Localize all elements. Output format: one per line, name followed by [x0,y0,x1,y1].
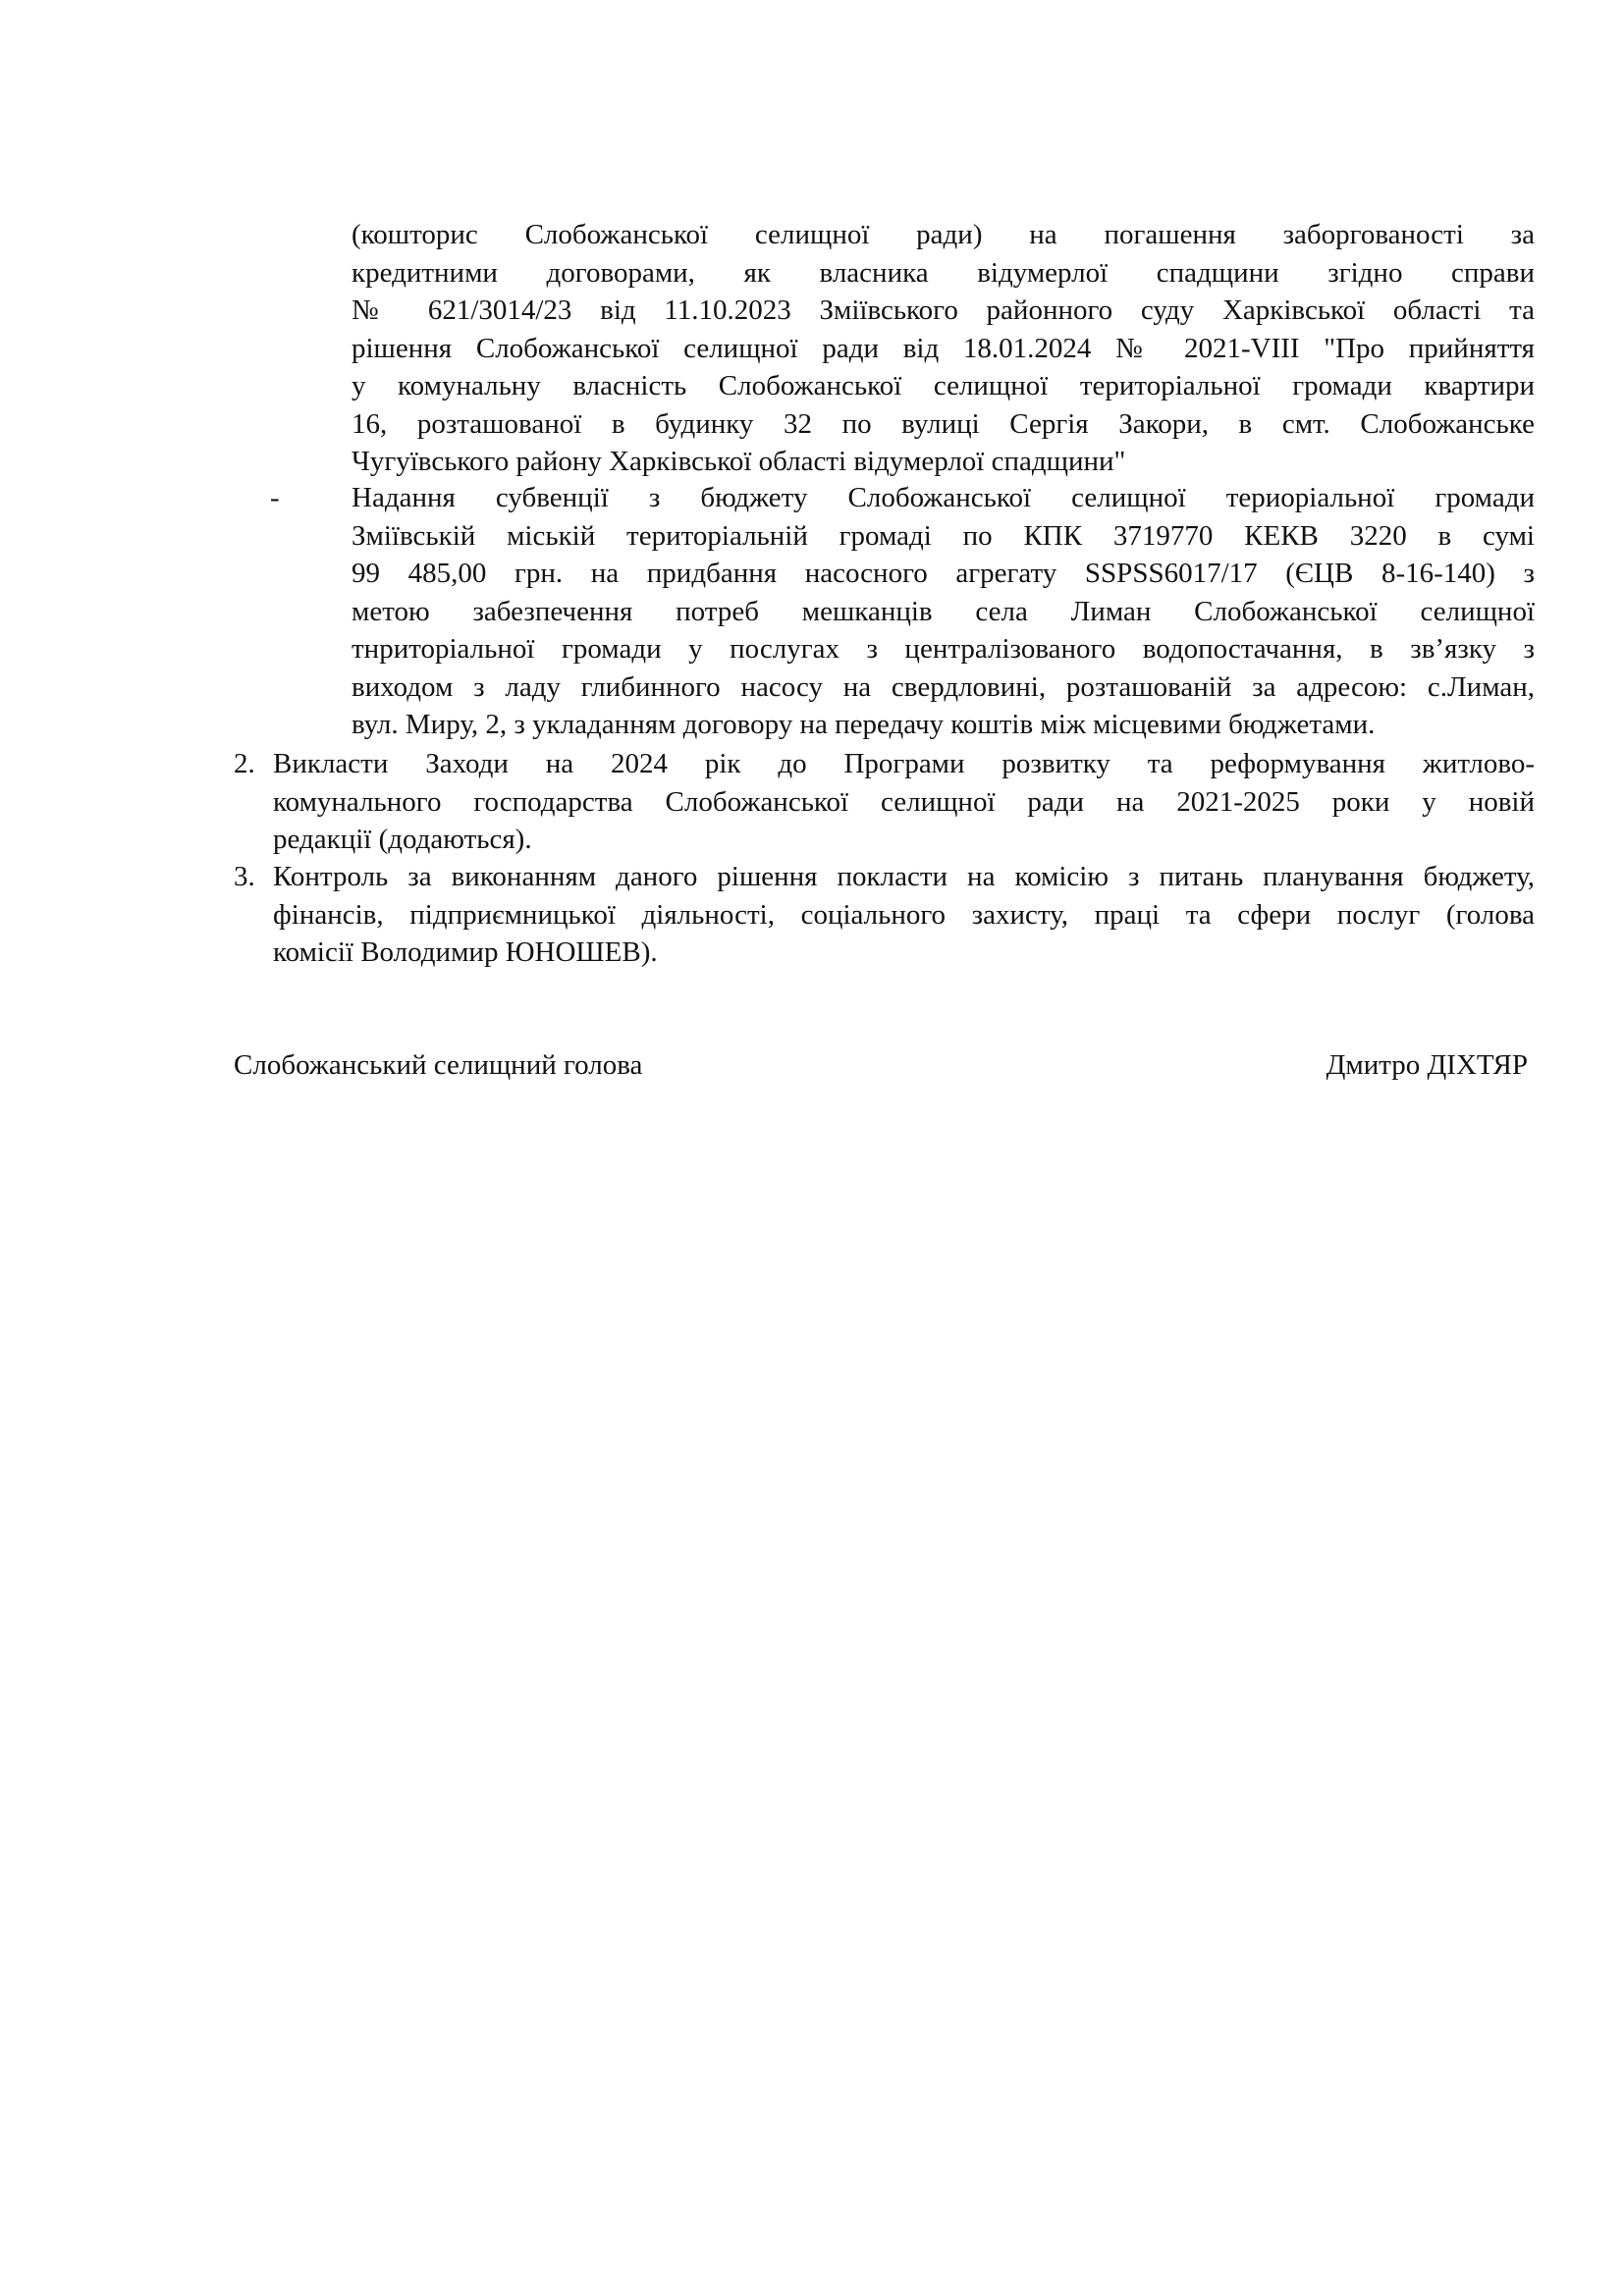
paragraph-line: (кошторис Слобожанської селищної ради) на погашення заборгованості за [352,219,1535,250]
paragraph-line: Надання субвенції з бюджету Слобожанської селищної териоріальної громади [352,482,1535,513]
subvention-item-text [352,479,1535,744]
paragraph-line: Контроль за виконанням даного рішення покласти на комісію з питань планування бюджету, [273,861,1535,892]
paragraph-line: Чугуївського району Харківської області відумерлої спадщини" [352,446,1126,477]
paragraph-line: виходом з ладу глибинного насосу на свердловині, розташованій за адресою: с.Лиман, [352,670,1535,703]
paragraph-line: 99 485,00 грн. на придбання насосного агрегату SSPSS6017/17 (ЄЦВ 8-16-140) з [352,558,1535,589]
list-number: 3. [234,861,255,892]
signatory-title: Слобожанський селищний голова [234,1049,643,1081]
numbered-item-text [273,745,1535,859]
paragraph-line: метою забезпечення потреб мешканців села Лиман Слобожанської селищної [352,595,1535,627]
paragraph-line: 16, розташованої в будинку 32 по вулиці Сергія Закори, в смт. Слобожанське [352,407,1535,440]
signatory-name: Дмитро ДІХТЯР [1326,1049,1528,1081]
continuation-paragraph [352,216,1535,481]
paragraph-line: Зміївській міській територіальній громаді по КПК 3719770 КЕКВ 3220 в сумі [352,519,1535,552]
list-number: 2. [234,748,255,779]
paragraph-line: тнриторіальної громади у послугах з централізованого водопостачання, в зв’язку з [352,633,1535,665]
paragraph-line: редакції (додаються). [273,824,532,855]
paragraph-line: рішення Слобожанської селищної ради від 18.01.2024 № 2021-VIII "Про прийняття [352,332,1535,364]
paragraph-line: № 621/3014/23 від 11.10.2023 Зміївського районного суду Харківської області та [352,294,1535,326]
paragraph-line: кредитними договорами, як власника відумерлої спадщини згідно справи [352,256,1535,289]
paragraph-line: комунального господарства Слобожанської селищної ради на 2021-2025 роки у новій [273,785,1535,818]
list-dash-marker: - [270,482,280,513]
paragraph-line: у комунальну власність Слобожанської селищної територіальної громади квартири [352,370,1535,401]
paragraph-line: вул. Миру, 2, з укладанням договору на передачу коштів між місцевими бюджетами. [352,709,1376,740]
signature-block [234,1046,1528,1086]
paragraph-line: комісії Володимир ЮНОШЕВ). [273,936,658,968]
paragraph-line: Викласти Заходи на 2024 рік до Програми розвитку та реформування житлово- [273,748,1535,779]
numbered-item-text [273,858,1535,972]
paragraph-line: фінансів, підприємницької діяльності, соціального захисту, праці та сфери послуг (голова [273,898,1535,931]
